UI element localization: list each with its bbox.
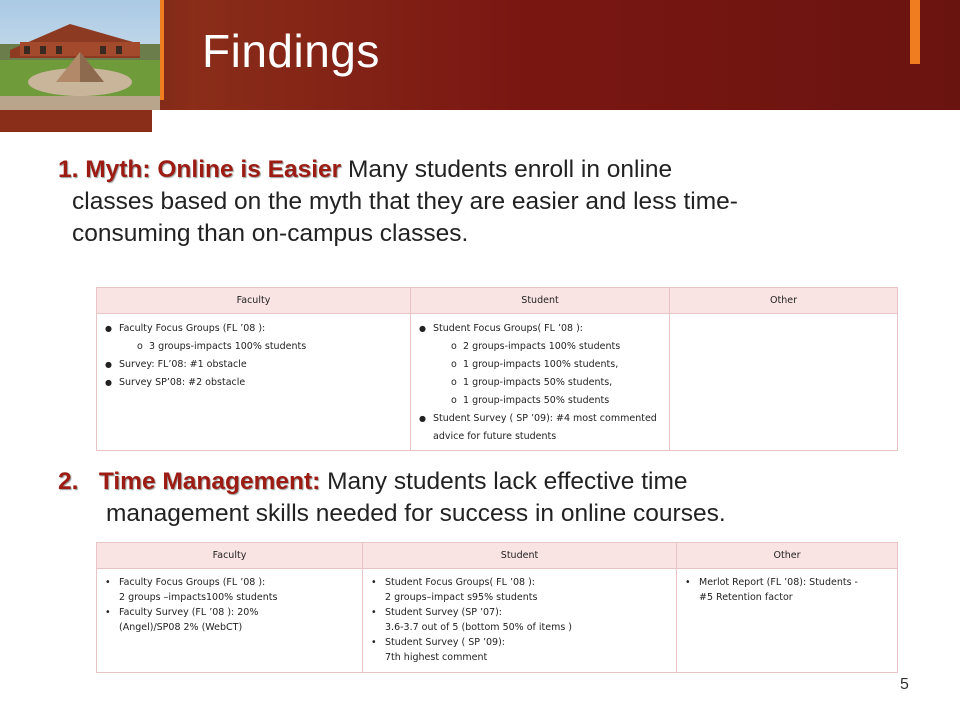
list-item: • Merlot Report (FL ’08): Students - #5 Retention factor bbox=[685, 575, 893, 605]
list-item: ● Survey: FL’08: #1 obstacle bbox=[105, 356, 406, 374]
column-header-student: Student bbox=[411, 288, 670, 314]
student-cell bbox=[363, 569, 677, 673]
header-stripe bbox=[0, 110, 152, 132]
accent-line-right bbox=[910, 0, 920, 64]
list-item: • Student Focus Groups( FL ’08 ): 2 groups–impact s95% students bbox=[371, 575, 672, 605]
list-item-text: Student Focus Groups( FL ’08 ): bbox=[433, 323, 583, 334]
page-number: 5 bbox=[900, 676, 909, 693]
sub-list-item: o 1 group-impacts 50% students, bbox=[451, 374, 665, 392]
student-cell bbox=[411, 314, 670, 451]
faculty-cell bbox=[97, 569, 363, 673]
finding-1-text-line2: classes based on the myth that they are easier and less time- bbox=[72, 188, 738, 215]
list-item: • Student Survey (SP ’07): 3.6-3.7 out of 5 (bottom 50% of items ) bbox=[371, 605, 672, 635]
column-header-faculty: Faculty bbox=[97, 288, 411, 314]
student-list bbox=[363, 569, 676, 669]
finding-1-label: 1. Myth: Online is Easier bbox=[58, 156, 342, 183]
finding-2-label: 2. Time Management: bbox=[58, 468, 321, 495]
faculty-cell bbox=[97, 314, 411, 451]
finding-1-text-line1: Many students enroll in online bbox=[341, 156, 673, 183]
list-item: ● Survey SP’08: #2 obstacle bbox=[105, 374, 406, 392]
table-row bbox=[97, 569, 898, 673]
faculty-list bbox=[97, 569, 362, 639]
other-list bbox=[677, 569, 897, 609]
student-list bbox=[411, 314, 669, 450]
column-header-other: Other bbox=[670, 288, 898, 314]
sub-list-item: o 1 group-impacts 50% students bbox=[451, 392, 665, 410]
finding-2-text-line2: management skills needed for success in online courses. bbox=[106, 500, 726, 527]
table-row bbox=[97, 314, 898, 451]
table-header-row bbox=[97, 543, 898, 569]
findings-table-2 bbox=[96, 542, 898, 673]
finding-myth-online-easier bbox=[58, 154, 888, 250]
faculty-list bbox=[97, 314, 410, 396]
slide-title: Findings bbox=[202, 25, 380, 77]
list-item bbox=[105, 320, 406, 356]
column-header-student: Student bbox=[363, 543, 677, 569]
list-item-text: Faculty Focus Groups (FL ’08 ): bbox=[119, 323, 266, 334]
finding-1-text-line3: consuming than on-campus classes. bbox=[72, 220, 469, 247]
other-cell bbox=[670, 314, 898, 451]
sub-list-item: o 2 groups-impacts 100% students bbox=[451, 338, 665, 356]
list-item: • Student Survey ( SP ’09): 7th highest comment bbox=[371, 635, 672, 665]
table-header-row bbox=[97, 288, 898, 314]
campus-photo-image bbox=[0, 0, 160, 110]
sub-list bbox=[119, 338, 406, 356]
findings-table-1 bbox=[96, 287, 898, 451]
list-item: • Faculty Focus Groups (FL ’08 ): 2 groups –impacts100% students bbox=[105, 575, 358, 605]
list-item bbox=[419, 320, 665, 410]
column-header-faculty: Faculty bbox=[97, 543, 363, 569]
accent-line-left bbox=[160, 0, 164, 100]
other-cell bbox=[677, 569, 898, 673]
campus-photo bbox=[0, 0, 160, 110]
sub-list-item: o 3 groups-impacts 100% students bbox=[137, 338, 406, 356]
sub-list-item: o 1 group-impacts 100% students, bbox=[451, 356, 665, 374]
finding-time-management bbox=[58, 466, 878, 530]
list-item: ● Student Survey ( SP ’09): #4 most commented advice for future students bbox=[419, 410, 665, 446]
list-item: • Faculty Survey (FL ’08 ): 20% (Angel)/SP08 2% (WebCT) bbox=[105, 605, 358, 635]
finding-2-text-line1: Many students lack effective time bbox=[320, 468, 688, 495]
column-header-other: Other bbox=[677, 543, 898, 569]
sub-list bbox=[433, 338, 665, 410]
